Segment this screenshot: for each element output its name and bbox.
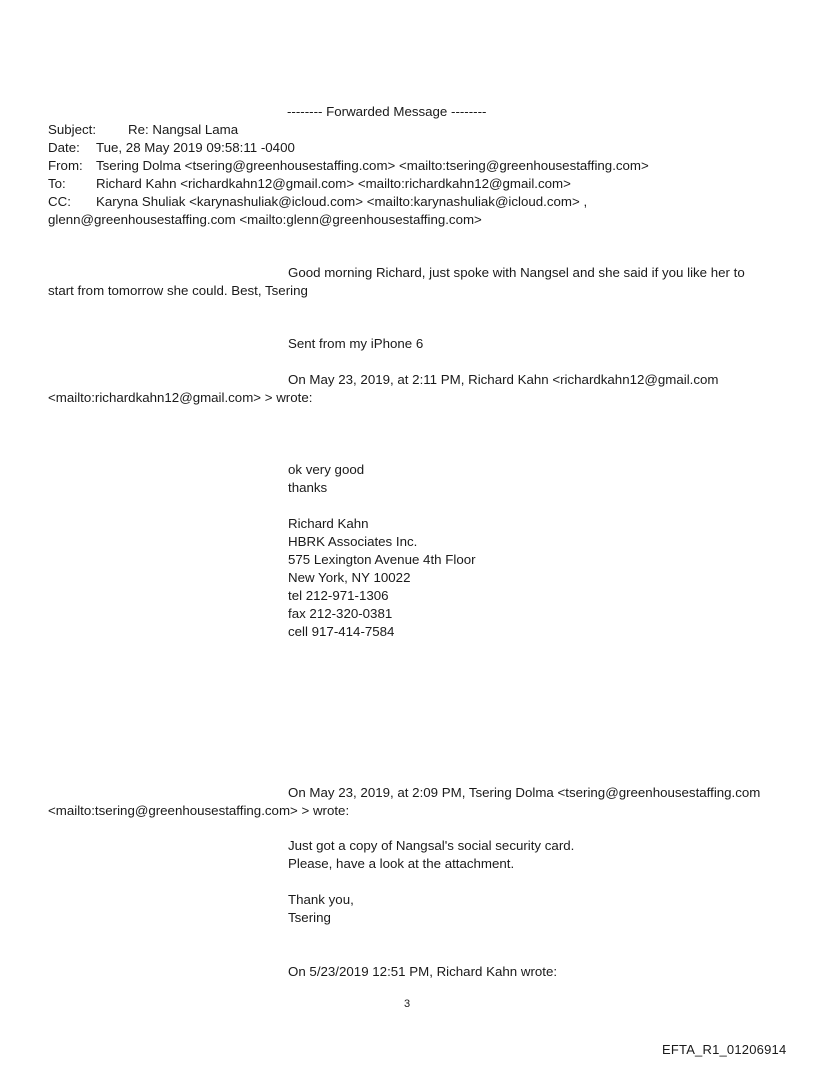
quote2-intro-line-2: <mailto:tsering@greenhousestaffing.com> > wrote: [48,803,350,818]
quote1-body [288,461,364,497]
quote2-intro-line-1: On May 23, 2019, at 2:09 PM, Tsering Dolma <tsering@greenhousestaffing.com [288,785,761,800]
signature-tel: tel 212-971-1306 [288,588,389,603]
closing-thanks: Thank you, [288,892,354,907]
message-line-1: Good morning Richard, just spoke with Nangsel and she said if you like her to [288,265,745,280]
document-id: EFTA_R1_01206914 [662,1042,787,1057]
quote2-body-line: Please, have a look at the attachment. [288,856,515,871]
quote3-intro: On 5/23/2019 12:51 PM, Richard Kahn wrote: [288,964,558,979]
quote2-closing [288,891,354,927]
quote1-body-line: thanks [288,480,328,495]
closing-name: Tsering [288,910,331,925]
quote1-intro-line-2: <mailto:richardkahn12@gmail.com> > wrote: [48,390,313,405]
cc-value: Karyna Shuliak <karynashuliak@icloud.com> <mailto:karynashuliak@icloud.com> , [96,194,588,209]
quote2-body [288,837,574,873]
to-value: Richard Kahn <richardkahn12@gmail.com> <mailto:richardkahn12@gmail.com> [96,176,571,191]
forwarded-banner: -------- Forwarded Message -------- [287,104,487,119]
quote2-body-line: Just got a copy of Nangsal's social security card. [288,838,575,853]
quote1-signature [288,515,476,641]
signature-address: 575 Lexington Avenue 4th Floor [288,552,476,567]
to-label: To: [48,176,66,191]
from-value: Tsering Dolma <tsering@greenhousestaffing.com> <mailto:tsering@greenhousestaffing.com> [96,158,649,173]
date-label: Date: [48,140,80,155]
cc-label: CC: [48,194,71,209]
cc-value-continued: glenn@greenhousestaffing.com <mailto:glenn@greenhousestaffing.com> [48,212,482,227]
subject-label: Subject: [48,122,97,137]
signature-cell: cell 917-414-7584 [288,624,395,639]
from-label: From: [48,158,83,173]
signature-name: Richard Kahn [288,516,369,531]
signature-company: HBRK Associates Inc. [288,534,418,549]
quote1-body-line: ok very good [288,462,365,477]
date-value: Tue, 28 May 2019 09:58:11 -0400 [96,140,295,155]
message-line-2: start from tomorrow she could. Best, Tsering [48,283,308,298]
subject-value: Re: Nangsal Lama [128,122,239,137]
page-number: 3 [404,998,411,1010]
quote1-intro-line-1: On May 23, 2019, at 2:11 PM, Richard Kahn <richardkahn12@gmail.com [288,372,719,387]
signature-fax: fax 212-320-0381 [288,606,393,621]
signature-city: New York, NY 10022 [288,570,411,585]
sent-from-line: Sent from my iPhone 6 [288,336,424,351]
